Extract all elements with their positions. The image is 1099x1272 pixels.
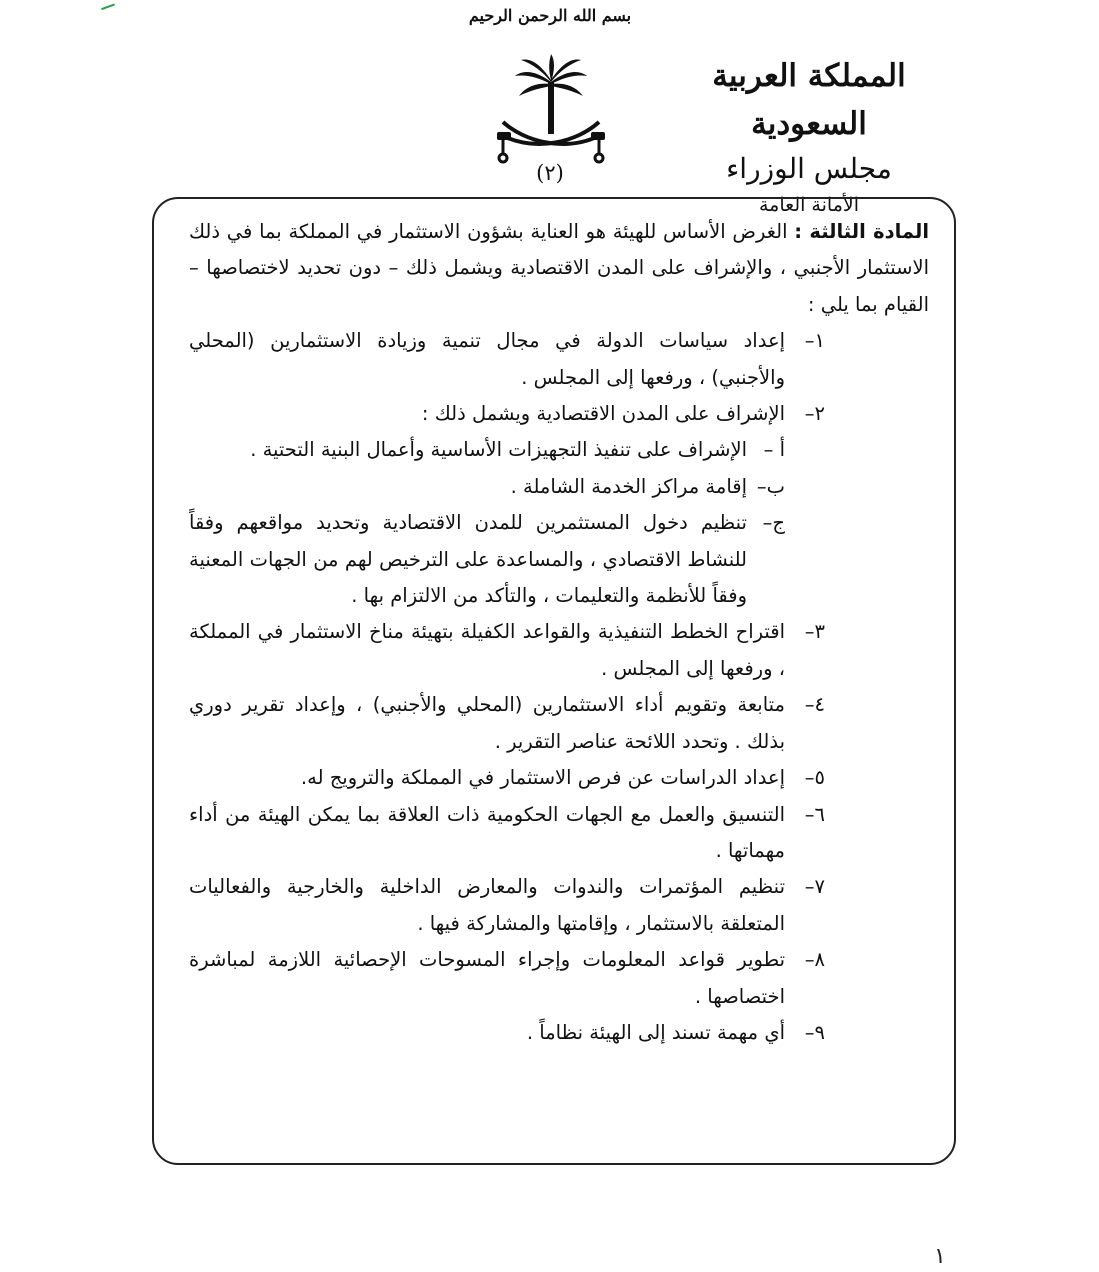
list-item [189,797,929,870]
list-item [189,1015,929,1051]
item-number: ١– [804,329,825,353]
item-text: أي مهمة تسند إلى الهيئة نظاماً . [526,1020,785,1044]
article-title: المادة الثالثة : [794,220,929,243]
letterhead-title [659,52,959,220]
item-number: ج– [762,511,785,535]
footer-page-number: ١ [934,1244,946,1269]
article-intro [189,214,929,323]
item-text: اقتراح الخطط التنفيذية والقواعد الكفيلة بتهيئة مناخ الاستثمار في المملكة ، ورفعها إلى المجلس . [189,620,785,680]
item-number: ٢– [804,402,825,426]
item-text: الإشراف على المدن الاقتصادية ويشمل ذلك : [421,402,785,426]
item-text: التنسيق والعمل مع الجهات الحكومية ذات العلاقة بما يمكن الهيئة من أداء مهماتها . [189,802,785,862]
item-number: ٦– [804,802,825,826]
item-number: ٧– [804,875,825,899]
list-item [189,469,929,505]
list-item [189,432,929,468]
item-number: ب– [756,474,785,498]
secretariat-name: الأمانة العامة [759,194,859,216]
item-number: ٩– [804,1020,825,1044]
page-number-header: (٢) [536,161,564,185]
item-number: ٤– [804,693,825,717]
article-body [189,214,929,1051]
item-text: تنظيم المؤتمرات والندوات والمعارض الداخلية والخارجية والفعاليات المتعلقة بالاستثمار ، وإقامتها والمشاركة فيها . [189,875,785,935]
item-text: الإشراف على تنفيذ التجهيزات الأساسية وأعمال البنية التحتية . [250,438,747,462]
item-number: ٣– [804,620,825,644]
council-name: مجلس الوزراء [726,152,892,185]
saudi-emblem-icon [495,52,607,170]
basmala: بسم الله الرحمن الرحيم [468,6,632,25]
item-number: ٥– [804,766,825,790]
list-item [189,942,929,1015]
item-text: تنظيم دخول المستثمرين للمدن الاقتصادية وتحديد مواقعهم وفقاً للنشاط الاقتصادي ، والمساعدة على الترخيص لهم من الجهات المعنية وفقاً للأنظمة والتعليمات ، والتأكد من الالتزام بها . [189,511,747,608]
item-number: أ – [763,438,785,462]
list-item [189,869,929,942]
article-items-list [189,323,929,1051]
item-text: إعداد سياسات الدولة في مجال تنمية وزيادة الاستثمارين (المحلي والأجنبي) ، ورفعها إلى المجلس . [189,329,785,389]
list-item [189,505,929,614]
list-item [189,323,929,396]
article-intro-text: الغرض الأساس للهيئة هو العناية بشؤون الاستثمار في المملكة بما في ذلك الاستثمار الأجنبي ، والإشراف على المدن الاقتصادية ويشمل ذلك – دون تحديد لاختصاصها – القيام بما يلي : [189,220,929,316]
corner-mark [99,0,115,10]
kingdom-name: المملكة العربية السعودية [712,58,906,142]
list-item [189,396,929,432]
list-item [189,760,929,796]
item-text: تطوير قواعد المعلومات وإجراء المسوحات الإحصائية اللازمة لمباشرة اختصاصها . [189,948,785,1008]
list-item [189,687,929,760]
item-number: ٨– [804,948,825,972]
list-item [189,614,929,687]
item-text: متابعة وتقويم أداء الاستثمارين (المحلي والأجنبي) ، وإعداد تقرير دوري بذلك . وتحدد اللائحة عناصر التقرير . [189,693,785,753]
item-text: إقامة مراكز الخدمة الشاملة . [510,474,747,498]
item-text: إعداد الدراسات عن فرص الاستثمار في المملكة والترويج له. [300,766,785,790]
